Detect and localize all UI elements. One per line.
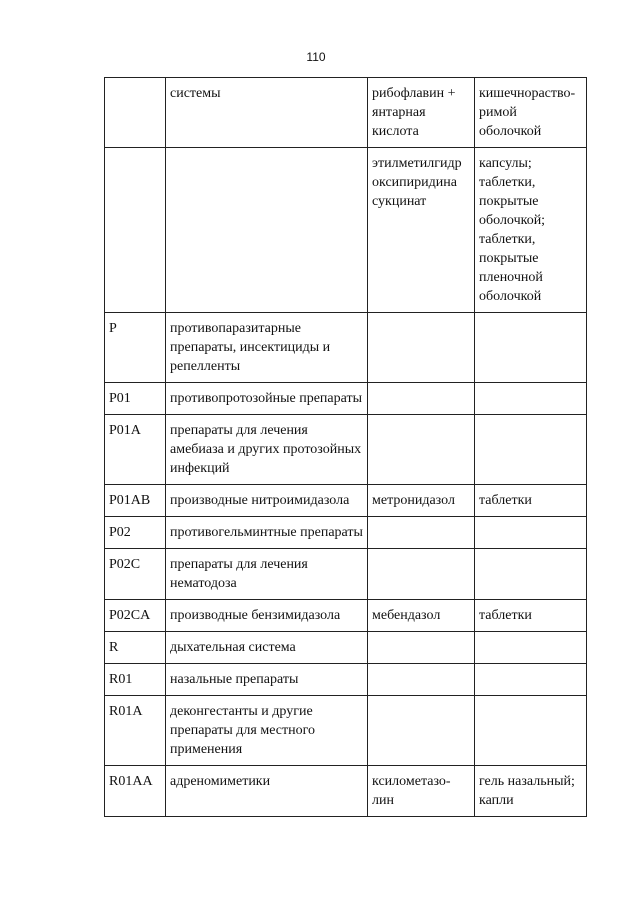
table-row bbox=[105, 415, 587, 485]
drug-name-cell bbox=[368, 517, 475, 549]
atc-code-cell: P02 bbox=[105, 517, 166, 549]
dosage-form-cell: капсулы; таблетки, покрытые оболочкой; таблетки, покрытые пленочной оболочкой bbox=[475, 148, 587, 313]
table-row bbox=[105, 485, 587, 517]
group-name-cell: назальные препараты bbox=[166, 664, 368, 696]
dosage-form-cell: кишечнораство-римой оболочкой bbox=[475, 78, 587, 148]
table-row bbox=[105, 517, 587, 549]
drug-name-cell bbox=[368, 313, 475, 383]
drug-name-cell bbox=[368, 549, 475, 600]
drug-name-cell: мебендазол bbox=[368, 600, 475, 632]
table-row bbox=[105, 766, 587, 817]
group-name-cell: дыхательная система bbox=[166, 632, 368, 664]
drug-table bbox=[104, 77, 587, 817]
drug-name-cell bbox=[368, 383, 475, 415]
table-row bbox=[105, 600, 587, 632]
dosage-form-cell bbox=[475, 313, 587, 383]
group-name-cell: препараты для лечения нематодоза bbox=[166, 549, 368, 600]
dosage-form-cell bbox=[475, 549, 587, 600]
dosage-form-cell bbox=[475, 517, 587, 549]
atc-code-cell: P01A bbox=[105, 415, 166, 485]
table-row bbox=[105, 78, 587, 148]
atc-code-cell: R01 bbox=[105, 664, 166, 696]
group-name-cell: препараты для лечения амебиаза и других протозойных инфекций bbox=[166, 415, 368, 485]
dosage-form-cell bbox=[475, 664, 587, 696]
dosage-form-cell bbox=[475, 383, 587, 415]
dosage-form-cell bbox=[475, 696, 587, 766]
group-name-cell: противопаразитарные препараты, инсектициды и репелленты bbox=[166, 313, 368, 383]
atc-code-cell: R01A bbox=[105, 696, 166, 766]
atc-code-cell: P01AB bbox=[105, 485, 166, 517]
atc-code-cell: P01 bbox=[105, 383, 166, 415]
group-name-cell: производные нитроимидазола bbox=[166, 485, 368, 517]
atc-code-cell: P bbox=[105, 313, 166, 383]
atc-code-cell: P02C bbox=[105, 549, 166, 600]
drug-name-cell bbox=[368, 415, 475, 485]
table-row bbox=[105, 148, 587, 313]
group-name-cell: деконгестанты и другие препараты для местного применения bbox=[166, 696, 368, 766]
group-name-cell: системы bbox=[166, 78, 368, 148]
dosage-form-cell bbox=[475, 632, 587, 664]
atc-code-cell: R bbox=[105, 632, 166, 664]
table-row bbox=[105, 383, 587, 415]
group-name-cell: противопротозойные препараты bbox=[166, 383, 368, 415]
drug-name-cell: ксилометазо-лин bbox=[368, 766, 475, 817]
group-name-cell bbox=[166, 148, 368, 313]
atc-code-cell bbox=[105, 148, 166, 313]
drug-name-cell bbox=[368, 696, 475, 766]
drug-name-cell bbox=[368, 632, 475, 664]
atc-code-cell: P02CA bbox=[105, 600, 166, 632]
drug-name-cell: рибофлавин + янтарная кислота bbox=[368, 78, 475, 148]
drug-name-cell: метронидазол bbox=[368, 485, 475, 517]
dosage-form-cell: таблетки bbox=[475, 600, 587, 632]
table-row bbox=[105, 664, 587, 696]
dosage-form-cell: таблетки bbox=[475, 485, 587, 517]
page-number: 110 bbox=[306, 50, 326, 64]
table-row bbox=[105, 549, 587, 600]
dosage-form-cell: гель назальный; капли bbox=[475, 766, 587, 817]
table-row bbox=[105, 313, 587, 383]
table-row bbox=[105, 632, 587, 664]
group-name-cell: производные бензимидазола bbox=[166, 600, 368, 632]
atc-code-cell bbox=[105, 78, 166, 148]
drug-name-cell: этилметилгидр оксипиридина сукцинат bbox=[368, 148, 475, 313]
table-row bbox=[105, 696, 587, 766]
drug-name-cell bbox=[368, 664, 475, 696]
group-name-cell: адреномиметики bbox=[166, 766, 368, 817]
group-name-cell: противогельминтные препараты bbox=[166, 517, 368, 549]
atc-code-cell: R01AA bbox=[105, 766, 166, 817]
dosage-form-cell bbox=[475, 415, 587, 485]
